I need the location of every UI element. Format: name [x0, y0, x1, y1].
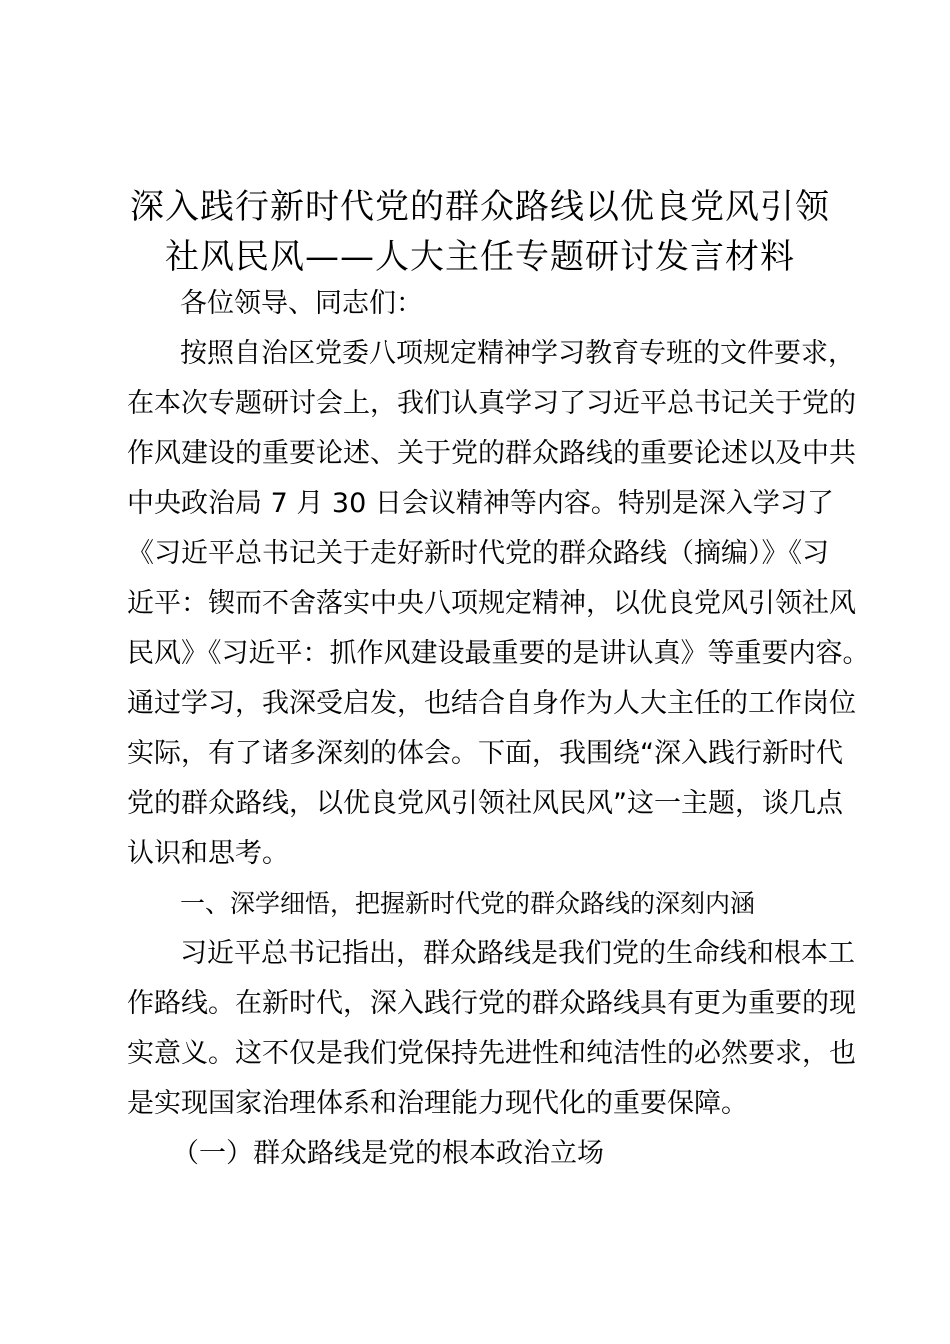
paragraph-1-line: 党的群众路线，以优良党风引领社风民风”这一主题，谈几点 — [127, 788, 843, 819]
paragraph-2-line: 习近平总书记指出，群众路线是我们党的生命线和根本工 — [180, 938, 855, 969]
document-title-line-2: 社风民风——人大主任专题研讨发言材料 — [165, 237, 795, 277]
paragraph-2-line: 是实现国家治理体系和治理能力现代化的重要保障。 — [127, 1088, 748, 1119]
greeting: 各位领导、同志们： — [180, 288, 423, 319]
section-heading-1: 一、深学细悟，把握新时代党的群众路线的深刻内涵 — [180, 889, 756, 918]
paragraph-2-line: 实意义。这不仅是我们党保持先进性和纯洁性的必然要求，也 — [127, 1038, 856, 1069]
document-title-line-1: 深入践行新时代党的群众路线以优良党风引领 — [130, 187, 830, 227]
paragraph-1-line: 认识和思考。 — [127, 838, 289, 869]
paragraph-1-line: 按照自治区党委八项规定精神学习教育专班的文件要求， — [180, 338, 855, 369]
paragraph-1-line: 民风》《习近平：抓作风建设最重要的是讲认真》等重要内容。 — [127, 638, 870, 669]
subheading-1: （一）群众路线是党的根本政治立场 — [172, 1138, 604, 1169]
paragraph-1-line: 《习近平总书记关于走好新时代党的群众路线（摘编）》《习 — [127, 538, 829, 569]
paragraph-1-line: 近平：锲而不舍落实中央八项规定精神，以优良党风引领社风 — [127, 588, 856, 619]
paragraph-2-line: 作路线。在新时代，深入践行党的群众路线具有更为重要的现 — [127, 988, 856, 1019]
paragraph-1-line: 在本次专题研讨会上，我们认真学习了习近平总书记关于党的 — [127, 388, 856, 419]
paragraph-1-line: 中央政治局 7 月 30 日会议精神等内容。特别是深入学习了 — [127, 488, 834, 519]
paragraph-1-line: 作风建设的重要论述、关于党的群众路线的重要论述以及中共 — [127, 438, 856, 469]
paragraph-1-line: 通过学习，我深受启发，也结合自身作为人大主任的工作岗位 — [127, 688, 856, 719]
paragraph-1-line: 实际，有了诸多深刻的体会。下面，我围绕“深入践行新时代 — [127, 738, 843, 769]
